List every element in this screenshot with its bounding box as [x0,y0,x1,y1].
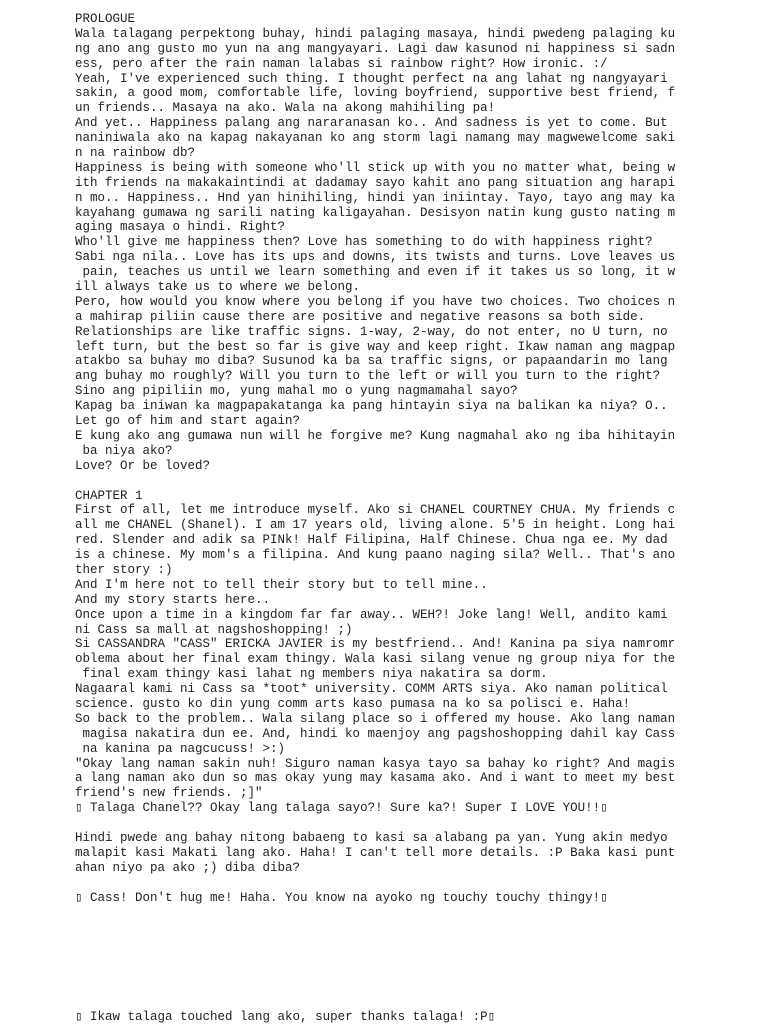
text-line: And my story starts here.. [75,592,271,607]
text-line: ng ano ang gusto mo yun na ang mangyayari. Lagi daw kasunod ni happiness si sadn [75,41,676,56]
text-line: Once upon a time in a kingdom far far away.. WEH?! Joke lang! Well, andito kami [75,607,668,622]
text-line: Nagaaral kami ni Cass sa *toot* university. COMM ARTS siya. Ako naman political [75,682,668,697]
text-line: Let go of him and start again? [75,414,301,429]
text-line: E kung ako ang gumawa nun will he forgive me? Kung nagmahal ako ng iba hihitayin [75,428,676,443]
text-line: all me CHANEL (Shanel). I am 17 years old, living alone. 5'5 in height. Long hai [75,518,676,533]
text-line: Sabi nga nila.. Love has its ups and downs, its twists and turns. Love leaves us [75,250,676,265]
text-line: n na rainbow db? [75,146,196,161]
text-line: red. Slender and adik sa PINk! Half Filipina, Half Chinese. Chua nga ee. My dad [75,533,668,548]
text-line: Love? Or be loved? [75,458,211,473]
text-line: Relationships are like traffic signs. 1-way, 2-way, do not enter, no U turn, no [75,324,668,339]
text-line: oblema about her final exam thingy. Wala kasi silang venue ng group niya for the [75,652,676,667]
text-line: And yet.. Happiness palang ang nararanasan ko.. And sadness is yet to come. But [75,116,668,131]
text-line: ang buhay mo roughly? Will you turn to the left or will you turn to the right? [75,369,661,384]
text-line: a mahirap piliin cause there are positive and negative reasons sa both side. [75,309,646,324]
text-line: ▯ Cass! Don't hug me! Haha. You know na ayoko ng touchy touchy thingy!▯ [75,890,608,905]
text-line: a lang naman ako dun so mas okay yung may kasama ako. And i want to meet my best [75,771,676,786]
text-line: left turn, but the best so far is give way and keep right. Ikaw naman ang magpap [75,339,676,354]
text-line: Si CASSANDRA "CASS" ERICKA JAVIER is my bestfriend.. And! Kanina pa siya namromr [75,637,676,652]
text-line: science. gusto ko din yung comm arts kaso pumasa na ko sa polisci e. Haha! [75,696,631,711]
blank-line [75,935,675,950]
text-line: is a chinese. My mom's a filipina. And kung paano naging sila? Well.. That's ano [75,548,676,563]
blank-line [75,965,675,980]
text-line: n mo.. Happiness.. Hnd yan hinihiling, hindi yan iniintay. Tayo, tayo ang may ka [75,190,676,205]
text-line: Wala talagang perpektong buhay, hindi palaging masaya, hindi pwedeng palaging ku [75,26,676,41]
text-line: First of all, let me introduce myself. Ako si CHANEL COURTNEY CHUA. My friends c [75,503,676,518]
text-line: aging masaya o hindi. Right? [75,220,286,235]
blank-line [75,816,675,831]
text-line: And I'm here not to tell their story but to tell mine.. [75,577,488,592]
document-text [75,12,675,1025]
blank-line [75,876,675,891]
text-line: ▯ Ikaw talaga touched lang ako, super thanks talaga! :P▯ [75,1009,496,1024]
text-line: Kapag ba iniwan ka magpapakatanga ka pang hintayin siya na balikan ka niya? O.. [75,399,668,414]
blank-line [75,950,675,965]
text-line: ther story :) [75,562,173,577]
text-line: Sino ang pipiliin mo, yung mahal mo o yung nagmamahal sayo? [75,384,518,399]
text-line: So back to the problem.. Wala silang place so i offered my house. Ako lang naman [75,711,676,726]
text-line: ba niya ako? [75,443,173,458]
blank-line [75,980,675,995]
blank-line [75,474,675,489]
text-line: CHAPTER 1 [75,488,143,503]
text-line: "Okay lang naman sakin nuh! Siguro naman kasya tayo sa bahay ko right? And magis [75,756,676,771]
blank-line [75,905,675,920]
text-line: kayahang gumawa ng sarili nating kaligayahan. Desisyon natin kung gusto nating m [75,205,676,220]
text-line: ni Cass sa mall at nagshoshopping! ;) [75,622,353,637]
text-line: ess, pero after the rain naman lalabas si rainbow right? How ironic. :/ [75,56,608,71]
text-line: naniniwala ako na kapag nakayanan ko ang storm lagi namang may magwewelcome saki [75,131,676,146]
text-line: final exam thingy kasi lahat ng members niya nakatira sa dorm. [75,667,548,682]
text-line: un friends.. Masaya na ako. Wala na akong mahihiling pa! [75,101,496,116]
text-line: ahan niyo pa ako ;) diba diba? [75,860,301,875]
text-line: friend's new friends. ;]" [75,786,263,801]
text-line: Yeah, I've experienced such thing. I thought perfect na ang lahat ng nangyayari [75,71,668,86]
text-line: atakbo sa buhay mo diba? Susunod ka ba sa traffic signs, or papaandarin mo lang [75,354,668,369]
text-line: ith friends na makakaintindi at dadamay sayo kahit ano pang situation ang harapi [75,175,676,190]
text-line: sakin, a good mom, comfortable life, loving boyfriend, supportive best friend, f [75,86,676,101]
text-line: PROLOGUE [75,12,136,26]
text-line: pain, teaches us until we learn something and even if it takes us so long, it w [75,265,676,280]
text-line: na kanina pa nagcucuss! >:) [75,741,286,756]
text-line: ▯ Talaga Chanel?? Okay lang talaga sayo?! Sure ka?! Super I LOVE YOU!!▯ [75,801,608,816]
text-line: Pero, how would you know where you belong if you have two choices. Two choices n [75,294,676,309]
text-line: ill always take us to where we belong. [75,280,361,295]
text-line: malapit kasi Makati lang ako. Haha! I can't tell more details. :P Baka kasi punt [75,845,676,860]
blank-line [75,995,675,1010]
text-line: Who'll give me happiness then? Love has something to do with happiness right? [75,235,653,250]
text-line: Hindi pwede ang bahay nitong babaeng to kasi sa alabang pa yan. Yung akin medyo [75,830,668,845]
blank-line [75,920,675,935]
text-line: magisa nakatira dun ee. And, hindi ko maenjoy ang pagshoshopping dahil kay Cass [75,726,676,741]
text-line: Happiness is being with someone who'll stick up with you no matter what, being w [75,160,676,175]
